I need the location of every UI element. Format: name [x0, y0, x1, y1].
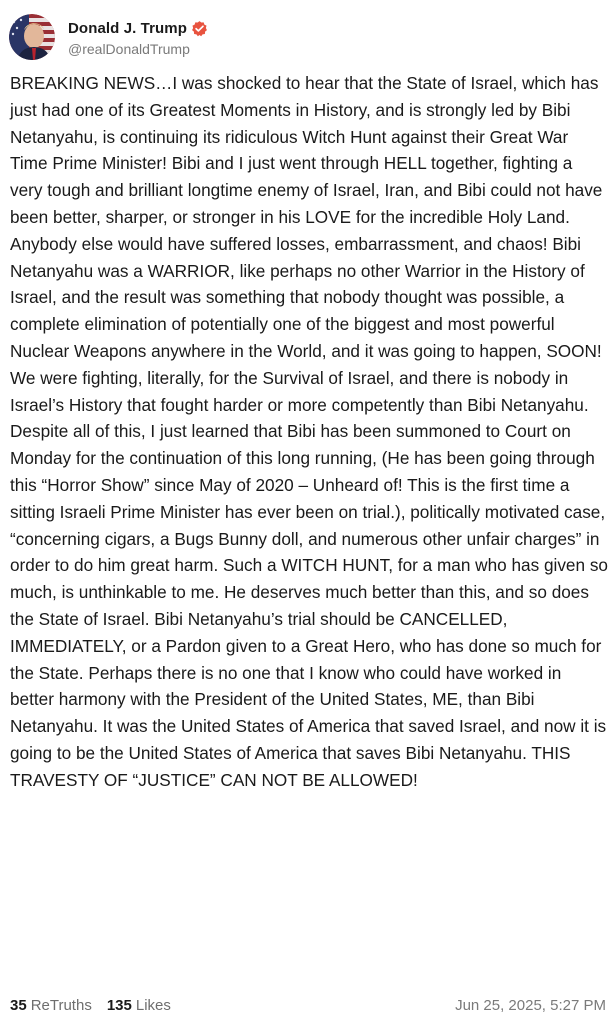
avatar-photo-icon: [9, 14, 55, 60]
post-timestamp[interactable]: Jun 25, 2025, 5:27 PM: [455, 996, 606, 1014]
likes-stat[interactable]: [107, 997, 171, 1014]
avatar[interactable]: [9, 14, 55, 60]
author-block: [68, 18, 208, 57]
likes-label: Likes: [135, 996, 171, 1014]
retruths-label: ReTruths: [30, 996, 92, 1014]
post-body-text: BREAKING NEWS…I was shocked to hear that the State of Israel, which has just had one of its Greatest Moments in History, and is strongly led by Bibi Netanyahu, is continuing its ridiculous Witch Hunt against their Great War Time Prime Minister! Bibi and I just went through HELL together, fighting a very tough and brilliant longtime enemy of Israel, Iran, and Bibi could not have been better, sharper, or stronger in his LOVE for the incredible Holy Land. Anybody else would have suffered losses, embarrassment, and chaos! Bibi Netanyahu was a WARRIOR, like perhaps no other Warrior in the History of Israel, and the result was something that nobody thought was possible, a complete elimination of potentially one of the biggest and most powerful Nuclear Weapons anywhere in the World, and it was going to happen, SOON! We were fighting, literally, for the Survival of Israel, and there is nobody in Israel’s History that fought harder or more competently than Bibi Netanyahu. Despite all of this, I just learned that Bibi has been summoned to Court on Monday for the continuation of this long running, (He has been going through this “Horror Show” since May of 2020 – Unheard of! This is the first time a sitting Israeli Prime Minister has ever been on trial.), politically motivated case, “concerning cigars, a Bugs Bunny doll, and numerous other unfair charges” in order to do him great harm. Such a WITCH HUNT, for a man who has given so much, is unthinkable to me. He deserves much better than this, and so does the State of Israel. Bibi Netanyahu’s trial should be CANCELLED, IMMEDIATELY, or a Pardon given to a Great Hero, who has done so much for the State. Perhaps there is no one that I know who could have worked in better harmony with the President of the United States, ME, than Bibi Netanyahu. It was the United States of America that saved Israel, and now it is going to be the United States of America that saves Bibi Netanyahu. THIS TRAVESTY OF “JUSTICE” CAN NOT BE ALLOWED!: [10, 73, 608, 790]
author-name-row: [68, 18, 208, 40]
post-footer: [10, 994, 606, 1016]
author-display-name[interactable]: Donald J. Trump: [68, 20, 188, 37]
post-header: [9, 13, 208, 61]
verified-badge-icon: [191, 20, 208, 37]
retruths-stat[interactable]: [10, 997, 92, 1014]
likes-count: 135: [106, 996, 132, 1014]
author-handle[interactable]: @realDonaldTrump: [68, 40, 190, 57]
retruths-count: 35: [10, 996, 27, 1014]
